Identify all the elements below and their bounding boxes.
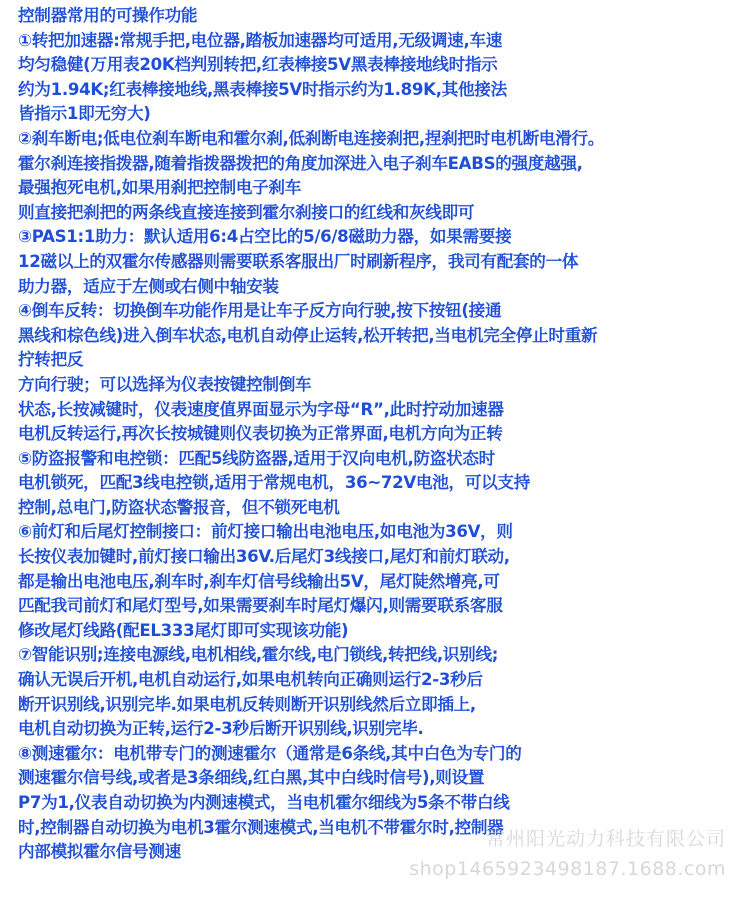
text-line: 最强抱死电机,如果用刹把控制电子刹车 [18, 178, 301, 198]
text-line: 电机自动切换为正转,运行2-3秒后断开识别线,识别完毕. [18, 719, 424, 739]
text-line: 皆指示1即无穷大) [18, 104, 151, 124]
text-line: ⑦智能识别;连接电源线,电机相线,霍尔线,电门锁线,转把线,识别线; [18, 645, 499, 665]
text-line: 方向行驶；可以选择为仪表按键控制倒车 [18, 374, 312, 394]
text-line: P7为1,仪表自动切换为内测速模式，当电机霍尔细线为5条不带白线 [18, 793, 510, 812]
text-line: 匹配我司前灯和尾灯型号,如果需要刹车时尾灯爆闪,则需要联系客服 [18, 596, 503, 616]
text-line: ②刹车断电;低电位刹车断电和霍尔刹,低刹断电连接刹把,捏刹把时电机断电滑行。 [18, 128, 605, 148]
text-line: ④倒车反转：切换倒车功能作用是让车子反方向行驶,按下按钮(接通 [18, 301, 502, 321]
text-line: 状态,长按减键时，仪表速度值界面显示为字母“R”,此时拧动加速器 [18, 399, 504, 419]
text-line: 断开识别线,识别完毕.如果电机反转则断开识别线然后立即插上, [18, 694, 476, 714]
text-line: 测速霍尔信号线,或者是3条细线,红白黑,其中白线时信号),则设置 [18, 768, 485, 788]
text-line: 12磁以上的双霍尔传感器则需要联系客服出厂时刷新程序，我司有配套的一体 [18, 251, 579, 271]
text-line: 都是输出电池电压,刹车时,刹车灯信号线输出5V，尾灯陡然增亮,可 [18, 571, 500, 591]
text-line: 长按仪表加键时,前灯接口输出36V.后尾灯3线接口,尾灯和前灯联动, [18, 547, 510, 567]
text-line: 确认无误后开机,电机自动运行,如果电机转向正确则运行2-3秒后 [18, 670, 483, 690]
text-line: 黑线和棕色线)进入倒车状态,电机自动停止运转,松开转把,当电机完全停止时重新 [18, 325, 598, 345]
text-line: ③PAS1:1助力：默认适用6:4占空比的5/6/8磁助力器，如果需要接 [18, 227, 512, 247]
text-line: 电机锁死，匹配3线电控锁,适用于常规电机，36~72V电池，可以支持 [18, 473, 531, 493]
text-line: ⑤防盗报警和电控锁：匹配5线防盗器,适用于汉向电机,防盗状态时 [18, 448, 495, 468]
text-line: 时,控制器自动切换为电机3霍尔测速模式,当电机不带霍尔时,控制器 [18, 817, 504, 837]
text-line: 约为1.94K;红表棒接地线,黑表棒接5V时指示约为1.89K,其他接法 [18, 79, 507, 99]
text-line: 则直接把刹把的两条线直接连接到霍尔刹接口的红线和灰线即可 [18, 202, 475, 222]
text-line: 均匀稳健(万用表20K档判别转把,红表棒接5V黑表棒接地线时指示 [18, 55, 498, 75]
text-line: 控制,总电门,防盗状态警报音，但不锁死电机 [18, 497, 340, 517]
text-line: 电机反转运行,再次长按城键则仪表切换为正常界面,电机方向为正转 [18, 424, 503, 444]
watermark-company: 常州阳光动力科技有限公司 [485, 828, 726, 850]
document-title: 控制器常用的可操作功能 [18, 6, 198, 25]
document-body [18, 4, 744, 865]
text-line: 助力器，适应于左侧或右侧中轴安装 [18, 276, 279, 296]
text-line: 霍尔刹连接指拨器,随着指拨器拨把的角度加深进入电子刹车EABS的强度越强, [18, 153, 583, 173]
text-line: 内部模拟霍尔信号测速 [18, 842, 181, 862]
text-line: 修改尾灯线路(配EL333尾灯即可实现该功能) [18, 620, 349, 640]
text-line: 拧转把反 [18, 350, 84, 370]
watermark-shop-url: shop1465923498187.1688.com [409, 858, 726, 880]
text-line: ①转把加速器:常规手把,电位器,踏板加速器均可适用,无级调速,车速 [18, 30, 503, 50]
text-line: ⑧测速霍尔：电机带专门的测速霍尔（通常是6条线,其中白色为专门的 [18, 743, 522, 763]
text-line: ⑥前灯和后尾灯控制接口：前灯接口输出电池电压,如电池为36V，则 [18, 522, 513, 542]
